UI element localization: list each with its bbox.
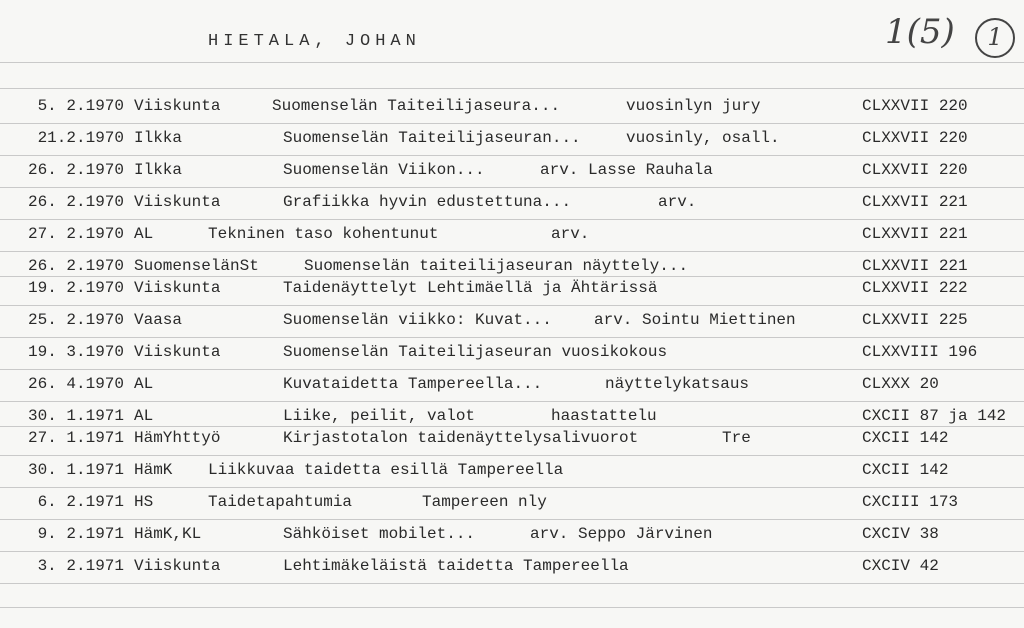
row-note: arv.	[551, 225, 590, 243]
row-ref: CLXXVII 220	[862, 97, 968, 115]
row-date: 5. 2.1970	[37, 97, 124, 115]
header-rule	[0, 62, 1024, 63]
row-source: AL	[134, 225, 154, 243]
row-source: HämK	[134, 461, 173, 479]
row-date: 26. 2.1970	[27, 257, 124, 275]
row-title: Taidetapahtumia	[208, 493, 353, 511]
footer-rule	[0, 607, 1024, 608]
row-source: Viiskunta	[134, 557, 221, 575]
row-note: Tre	[722, 429, 751, 447]
row-source: Vaasa	[134, 311, 183, 329]
row-source: HämK,KL	[134, 525, 202, 543]
row-ref: CLXXVIII 196	[862, 343, 978, 361]
row-ref: CLXXVII 220	[862, 129, 968, 147]
row-date: 19. 2.1970	[27, 279, 124, 297]
row-title: Sähköiset mobilet...	[283, 525, 476, 543]
row-ref: CLXXVII 225	[862, 311, 968, 329]
row-title: Taidenäyttelyt Lehtimäellä ja Ähtärissä	[283, 279, 658, 297]
handwritten-circled-number: 1	[975, 18, 1015, 58]
row-date: 27. 1.1971	[27, 429, 124, 447]
row-title: Kirjastotalon taidenäyttelysalivuorot	[283, 429, 639, 447]
row-rule	[0, 337, 1024, 338]
row-rule	[0, 123, 1024, 124]
row-note: näyttelykatsaus	[605, 375, 750, 393]
row-date: 9. 2.1971	[37, 525, 124, 543]
row-rule	[0, 519, 1024, 520]
row-date: 6. 2.1971	[37, 493, 124, 511]
table-row	[0, 225, 1024, 247]
row-ref: CXCII 87 ja 142	[862, 407, 1007, 425]
row-note: haastattelu	[551, 407, 657, 425]
table-row	[0, 557, 1024, 579]
row-date: 27. 2.1970	[27, 225, 124, 243]
row-date: 3. 2.1971	[37, 557, 124, 575]
table-row	[0, 161, 1024, 183]
row-title: Lehtimäkeläistä taidetta Tampereella	[283, 557, 629, 575]
row-ref: CLXXX 20	[862, 375, 939, 393]
table-row	[0, 193, 1024, 215]
row-title: Suomenselän Viikon...	[283, 161, 485, 179]
artist-name-heading: HIETALA, JOHAN	[208, 32, 421, 51]
table-row	[0, 129, 1024, 151]
row-source: AL	[134, 375, 154, 393]
row-ref: CLXXVII 221	[862, 257, 968, 275]
row-date: 25. 2.1970	[27, 311, 124, 329]
row-rule	[0, 401, 1024, 402]
table-row	[0, 97, 1024, 119]
row-source: Viiskunta	[134, 343, 221, 361]
table-row	[0, 375, 1024, 397]
header-rule	[0, 88, 1024, 89]
row-date: 26. 2.1970	[27, 161, 124, 179]
row-rule	[0, 583, 1024, 584]
row-date: 26. 4.1970	[27, 375, 124, 393]
row-note: arv. Lasse Rauhala	[540, 161, 713, 179]
row-date: 30. 1.1971	[27, 407, 124, 425]
row-ref: CLXXVII 222	[862, 279, 968, 297]
row-ref: CLXXVII 221	[862, 225, 968, 243]
row-date: 30. 1.1971	[27, 461, 124, 479]
row-source: Viiskunta	[134, 97, 221, 115]
row-source: Viiskunta	[134, 193, 221, 211]
row-rule	[0, 251, 1024, 252]
row-rule	[0, 455, 1024, 456]
row-ref: CXCII 142	[862, 461, 949, 479]
row-source: HS	[134, 493, 154, 511]
row-ref: CXCIV 42	[862, 557, 939, 575]
row-note: Tampereen nly	[422, 493, 547, 511]
row-note: arv. Sointu Miettinen	[594, 311, 796, 329]
row-source: Viiskunta	[134, 279, 221, 297]
row-rule	[0, 369, 1024, 370]
row-source: Ilkka	[134, 161, 183, 179]
table-row	[0, 461, 1024, 483]
row-rule	[0, 187, 1024, 188]
row-source: SuomenselänSt	[134, 257, 259, 275]
row-rule	[0, 276, 1024, 277]
table-row	[0, 279, 1024, 301]
row-title: Suomenselän Taiteilijaseuran vuosikokous	[283, 343, 668, 361]
table-row	[0, 525, 1024, 547]
row-source: AL	[134, 407, 154, 425]
row-title: Suomenselän viikko: Kuvat...	[283, 311, 552, 329]
row-source: HämYhttyö	[134, 429, 221, 447]
row-ref: CLXXVII 220	[862, 161, 968, 179]
row-rule	[0, 551, 1024, 552]
row-note: arv.	[658, 193, 697, 211]
row-date: 21.2.1970	[37, 129, 124, 147]
row-title: Kuvataidetta Tampereella...	[283, 375, 543, 393]
row-rule	[0, 305, 1024, 306]
row-rule	[0, 219, 1024, 220]
table-row	[0, 343, 1024, 365]
row-rule	[0, 426, 1024, 427]
row-note: arv. Seppo Järvinen	[530, 525, 713, 543]
row-title: Liike, peilit, valot	[283, 407, 476, 425]
row-rule	[0, 155, 1024, 156]
row-title: Grafiikka hyvin edustettuna...	[283, 193, 572, 211]
row-title: Suomenselän taiteilijaseuran näyttely...	[304, 257, 689, 275]
row-source: Ilkka	[134, 129, 183, 147]
row-ref: CLXXVII 221	[862, 193, 968, 211]
row-date: 19. 3.1970	[27, 343, 124, 361]
row-note: vuosinly, osall.	[626, 129, 780, 147]
row-ref: CXCIII 173	[862, 493, 959, 511]
row-title: Liikkuvaa taidetta esillä Tampereella	[208, 461, 564, 479]
row-ref: CXCII 142	[862, 429, 949, 447]
row-ref: CXCIV 38	[862, 525, 939, 543]
row-title: Suomenselän Taiteilijaseuran...	[283, 129, 581, 147]
handwritten-page-number: 1(5)	[885, 12, 955, 52]
row-title: Suomenselän Taiteilijaseura...	[272, 97, 561, 115]
row-title: Tekninen taso kohentunut	[208, 225, 439, 243]
row-rule	[0, 487, 1024, 488]
table-row	[0, 429, 1024, 451]
table-row	[0, 311, 1024, 333]
row-date: 26. 2.1970	[27, 193, 124, 211]
table-row	[0, 493, 1024, 515]
row-note: vuosinlyn jury	[626, 97, 761, 115]
